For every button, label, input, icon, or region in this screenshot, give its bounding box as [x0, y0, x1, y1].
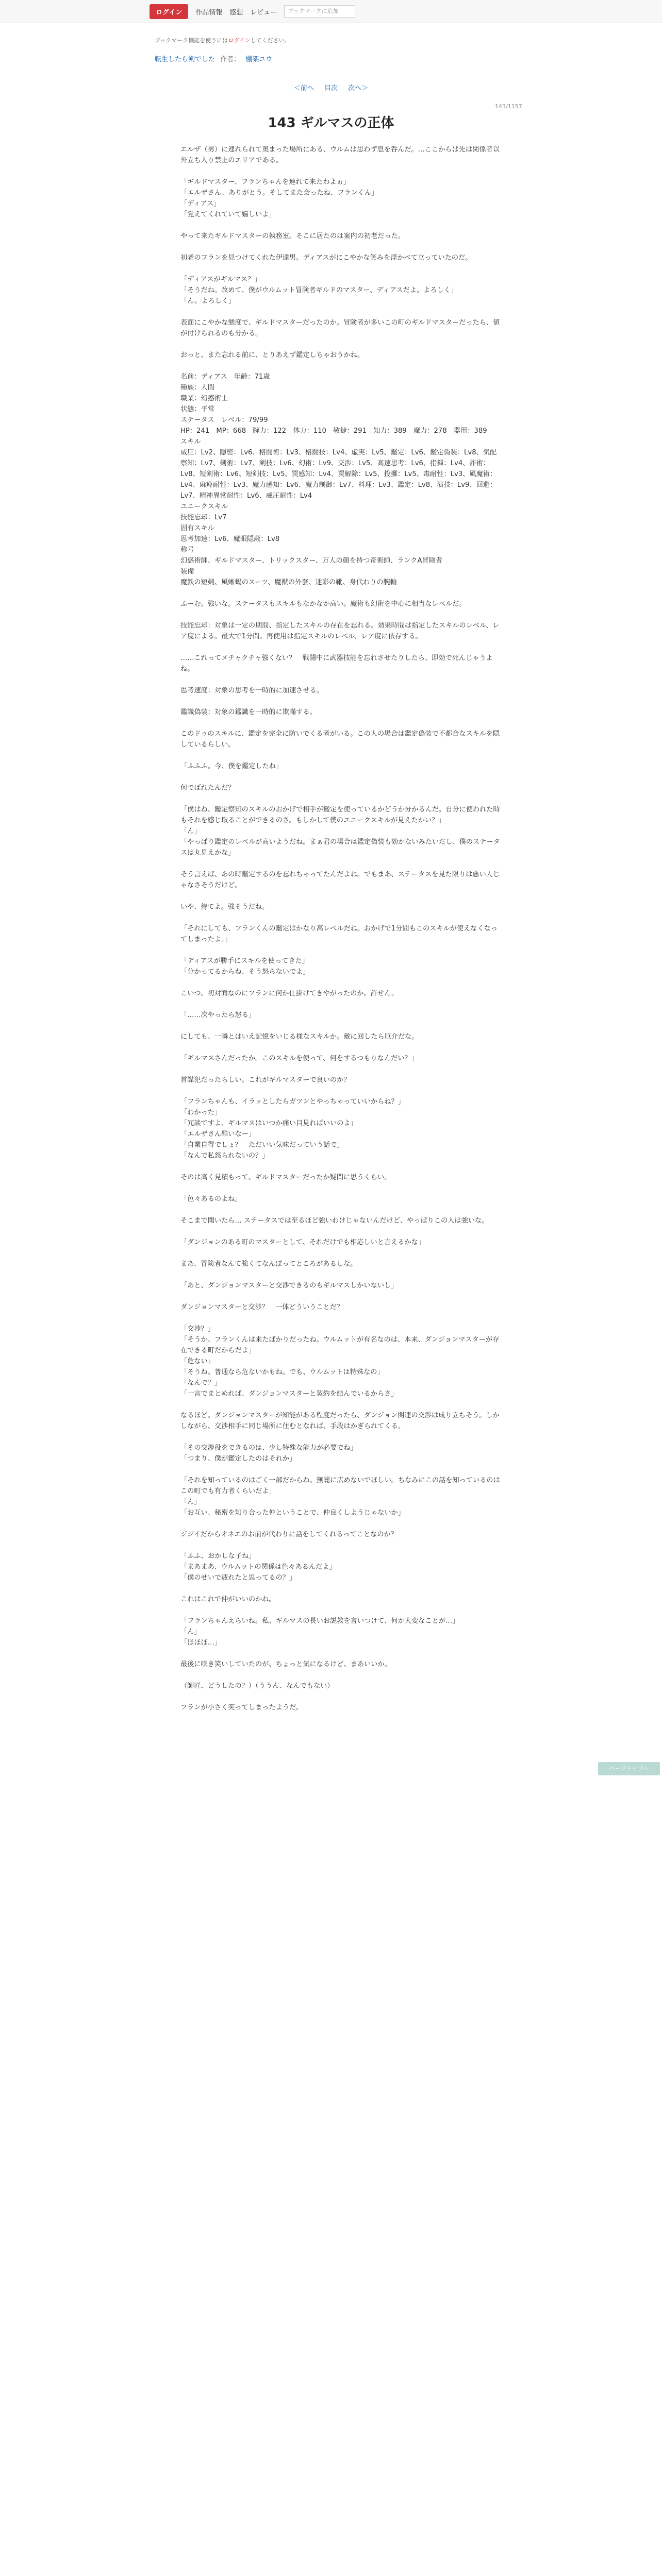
- body-paragraph: 「それを知っているのはごく一部だからね。無闇に広めないでほしい。ちなみにこの話を知っているのはこの町でも有力者くらいだよ」 「ん」 「お互い、秘密を知り合った仲ということで、仲良くしようじゃないか」: [180, 1477, 500, 1517]
- body-paragraph: 「その交渉役をできるのは、少し特殊な能力が必要でね」 「つまり、僕が鑑定したのはそれか」: [180, 1444, 357, 1463]
- body-paragraph: 「……次やったら怒る」: [180, 1011, 256, 1019]
- author-link[interactable]: 棚架ユウ: [245, 56, 273, 63]
- status-line: ステータス レベル：79/99: [180, 416, 268, 424]
- body-paragraph: ジジイだからオネエのお前が代わりに話をしてくれるってことなのか？: [180, 1531, 398, 1538]
- nav-item-work-info[interactable]: 作品情報: [195, 8, 223, 16]
- body-paragraph: いや、待てよ。強そうだね。: [180, 903, 269, 911]
- body-paragraph: 首謀犯だったらしい。これがギルマスターで良いのか？: [180, 1076, 351, 1084]
- body-paragraph: まあ、冒険者なんて強くてなんぼってところがあるしな。: [180, 1260, 357, 1268]
- status-line: 名前：ディアス 年齢：71歳: [180, 373, 270, 381]
- body-paragraph: 「ギルマスさんだったか。このスキルを使って、何をするつもりなんだい？」: [180, 1055, 418, 1062]
- body-paragraph: ……これってメチャクチャ強くない？ 戦闘中に武器技能を忘れさせたりしたら、即効で死んじゃうよね。: [180, 654, 493, 673]
- body-paragraph: これはこれで仲がいいのかね。: [180, 1596, 276, 1603]
- status-line: HP：241 MP：668 腕力：122 体力：110 敏捷：291 知力：389 魔力：278 器用：389: [180, 427, 487, 435]
- body-paragraph: ふーむ。強いな。ステータスもスキルもなかなか高い。魔術も幻術を中心に相当なレベルだ。: [180, 600, 466, 608]
- status-line: 技能忘却：Lv7: [180, 514, 227, 521]
- body-paragraph: そう言えば、あの時鑑定するのを忘れちゃってたんだよね。でもまあ、ステータスを見た限りは悪い人じゃなさそうだけど。: [180, 871, 500, 889]
- breadcrumb: [155, 54, 272, 63]
- body-paragraph: エルザ（男）に連れられて奥まった場所にある、ウルムは思わず息を呑んだ。…ここからは先は関係者以外立ち入り禁止のエリアである。: [180, 146, 500, 164]
- prev-link[interactable]: ＜前へ: [293, 84, 314, 92]
- body-paragraph: 「あと、ダンジョンマスターと交渉できるのもギルマスしかいないし」: [180, 1282, 398, 1290]
- body-paragraph: （師匠、どうしたの？）（ううん、なんでもない）: [180, 1682, 334, 1690]
- body-paragraph: 最後に咲き笑いしていたのが、ちょっと気になるけど、まあいいか。: [180, 1660, 391, 1668]
- login-notice: ブックマーク機能を使うにはログインしてください。: [155, 37, 290, 44]
- status-line: 種族：人間: [180, 384, 214, 392]
- body-post: [180, 599, 500, 1713]
- body-paragraph: 思考速度：対象の思考を一時的に加速させる。: [180, 687, 323, 694]
- body-paragraph: 「それにしても、フランくんの鑑定はかなり高レベルだね。おかげで1分間もこのスキルが使えなくなってしまったよ。」: [180, 925, 498, 943]
- toc-link[interactable]: 目次: [324, 84, 338, 92]
- body-paragraph: 「交渉？」 「そうか、フランくんは来たばかりだったね。ウルムットが有名なのは、本来、ダンジョンマスターが存在できる町だからだよ」 「危ない」 「そうね。普通なら危ないかもね。でも、ウルムットは特殊なの」 「なんで？」 「一言でまとめれば、ダンジョンマスターと契約を結んでいるからさ」: [180, 1325, 500, 1398]
- body-paragraph: 「僕はね、鑑定察知のスキルのおかげで相手が鑑定を使っているかどうか分かるんだ。自分に使われた時もそれを感じ取ることができるのさ。もしかして僕のユニークスキルが見えたかい？」 「ん」 「やっぱり鑑定のレベルが高いようだね。まぁ君の場合は鑑定偽装も効かないみたいだし、僕のステータスは丸見えかな」: [180, 806, 500, 857]
- body-paragraph: 「色々あるのよね」: [180, 1195, 242, 1203]
- status-line: 装備: [180, 568, 194, 575]
- body-paragraph: ダンジョンマスターと交渉？ 一体どういうことだ？: [180, 1303, 344, 1311]
- body-paragraph: フランが小さく笑ってしまったようだ。: [180, 1704, 303, 1711]
- status-line: スキル: [180, 438, 201, 446]
- body-paragraph: やって来たギルドマスターの執務室。そこに居たのは案内の初老だった。: [180, 232, 405, 240]
- body-paragraph: おっと、また忘れる前に、とりあえず鑑定しちゃおうかね。: [180, 351, 365, 359]
- chapter-title: 143 ギルマスの正体: [268, 115, 394, 131]
- body-paragraph: 「フランちゃんも、イラッとしたらガツンとやっちゃっていいからね？」 「わかった」 「冗談ですよ、ギルマスはいつか痛い目見ればいいのよ」 「エルザさん酷いなー」 「自業自得でしょ？ ただいい気味だっていう話で」 「なんで私怒られないの？」: [180, 1098, 405, 1160]
- body-paragraph: にしても、一瞬とはいえ記憶をいじる様なスキルか。敵に回したら厄介だな。: [180, 1033, 419, 1041]
- author-label: 作者：: [220, 56, 241, 63]
- notice-login-link[interactable]: ログイン: [228, 37, 251, 44]
- body-paragraph: 「ディアスが勝手にスキルを使ってきた」 「分かってるからね、そう怒らないでよ」: [180, 957, 310, 976]
- body-pre: [180, 144, 500, 361]
- status-line: 称号: [180, 546, 194, 554]
- login-button[interactable]: ログイン: [150, 4, 188, 19]
- status-line: 幻惑術師、ギルドマスター、トリックスター、万人の顔を持つ奇術師、ランクA冒険者: [180, 557, 443, 565]
- body-paragraph: 「ふふ、おかしな子ね」 「まあまあ、ウルムットの関係は色々あるんだよ」 「僕のせいで疲れたと思ってるの？」: [180, 1552, 336, 1582]
- body-paragraph: 技能忘却：対象は一定の期間、指定したスキルの存在を忘れる。効果時間は指定したスキルのレベル、レア度による。最大で1分間。再使用は指定スキルのレベル、レア度に依存する。: [180, 622, 500, 640]
- status-line: 状態：平常: [180, 405, 214, 413]
- site-header: [0, 0, 662, 23]
- body-paragraph: 「ふふふ。今、僕を鑑定したね」: [180, 762, 283, 770]
- body-paragraph: 「ダンジョンのある町のマスターとして、それだけでも相応しいと言えるかな」: [180, 1239, 425, 1246]
- status-block: [180, 371, 500, 588]
- body-paragraph: そこまで聞いたら… ステータスでは至るほど強いわけじゃないんだけど、やっぱりこの人は強いな。: [180, 1217, 489, 1225]
- page-top-button[interactable]: ページトップへ: [598, 1762, 660, 1775]
- bookmark-add-field[interactable]: ブックマークに追加: [284, 5, 355, 18]
- body-paragraph: なるほど。ダンジョンマスターが知能がある程度だったら、ダンジョン関連の交渉は成り立ちそう。しかしながら、交渉相手に同じ場所に住むとなれば、手段はかぎられてくる。: [180, 1412, 500, 1430]
- nav-item-reviews[interactable]: レビュー: [250, 8, 277, 16]
- page-number: 143/1157: [495, 103, 522, 110]
- status-line: 職業：幻惑術士: [180, 395, 228, 402]
- body-paragraph: そのは高く見積もって、ギルドマスターだったか疑問に思うくらい。: [180, 1174, 391, 1181]
- next-link[interactable]: 次へ＞: [348, 84, 369, 92]
- status-line: 思考加速：Lv6、魔眼隠蔽：Lv8: [180, 535, 280, 543]
- body-paragraph: このドゥのスキルに、鑑定を完全に防いでくる者がいる。この人の場合は鑑定偽装で不都合なスキルを隠しているらしい。: [180, 730, 500, 749]
- status-line: ユニークスキル: [180, 503, 228, 511]
- status-line: 威圧：Lv2、隠密：Lv6、格闘術：Lv3、格闘技：Lv4、虚実：Lv5、鑑定：Lv6、鑑定偽装：Lv8、気配察知：Lv7、剣術：Lv7、剣技：Lv6、幻術：Lv9、交渉：Lv5、高速思考：Lv6、指揮：Lv4、詐術：Lv8、短剣術：Lv6、短剣技：Lv5、罠感知：Lv4、罠解除：Lv5、投擲：Lv5、毒耐性：Lv3、風魔術：Lv4、麻痺耐性：Lv3、魔力感知：Lv6、魔力制御：Lv7、料理：Lv3、鑑定：Lv8、演技：Lv9、回避：Lv7、精神異常耐性：Lv6、威圧耐性：Lv4: [180, 449, 497, 500]
- series-link[interactable]: 転生したら剣でした: [155, 56, 216, 63]
- body-paragraph: 「フランちゃんえらいね。私、ギルマスの長いお説教を言いつけて、何か大変なことが…」 「ん」 「ほほほ…」: [180, 1617, 459, 1647]
- status-line: 固有スキル: [180, 524, 214, 532]
- body-paragraph: こいつ、初対面なのにフランに何か仕掛けてきやがったのか。許せん。: [180, 990, 399, 997]
- body-paragraph: 「ギルドマスター、フランちゃんを連れて来たわよぉ」 「エルザさん、ありがとう。そしてまた会ったね、フランくん」 「ディアス」 「覚えてくれていて嬉しいよ」: [180, 178, 378, 218]
- body-paragraph: 鑑識偽装：対象の鑑識を一時的に欺瞞する。: [180, 708, 317, 716]
- body-paragraph: 初老のフランを見つけてくれた伊達男。ディアスがにこやかな笑みを浮かべて立っていたのだ。: [180, 254, 472, 262]
- pager-top: [0, 82, 662, 92]
- body-paragraph: 「ディアスがギルマス？」 「そうだね。改めて、僕がウルムット冒険者ギルドのマスター、ディアスだよ。よろしく」 「ん。よろしく」: [180, 276, 458, 305]
- nav-item-impressions[interactable]: 感想: [229, 8, 243, 16]
- status-line: 魔鉄の短剣、風蜥蜴のスーツ、魔獣の外套、迷彩の靴、身代わりの腕輪: [180, 579, 397, 586]
- chapter-body: [180, 144, 500, 1724]
- body-paragraph: 何でばれたんだ？: [180, 784, 235, 792]
- body-paragraph: 表面にこやかな態度で、ギルドマスターだったのか。冒険者が多いこの町のギルドマスターだったら、値が付けられるのも分かる。: [180, 319, 500, 337]
